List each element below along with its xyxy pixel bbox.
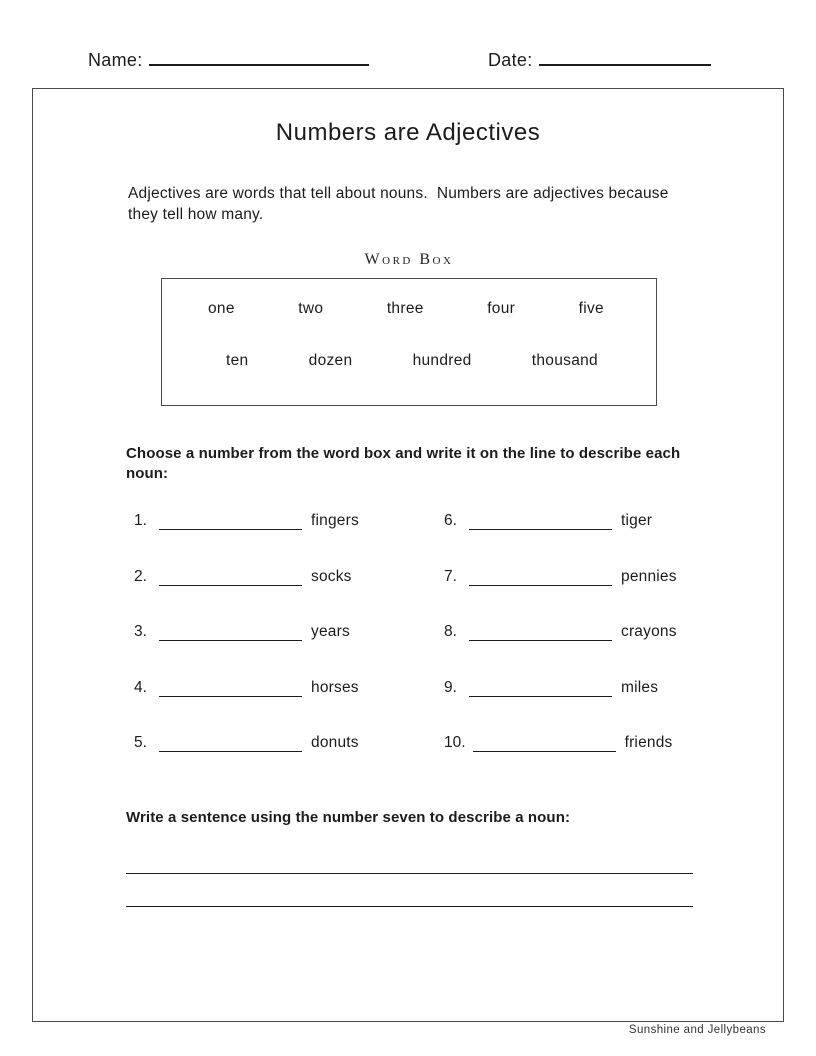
intro-paragraph: Adjectives are words that tell about nouns. Numbers are adjectives because they tell how many. [128, 185, 674, 223]
item-number: 10. [444, 734, 466, 751]
item-noun: fingers [311, 512, 359, 529]
answer-blank-line [469, 510, 612, 530]
word-box-word: dozen [308, 352, 353, 369]
item-number: 5. [134, 734, 147, 751]
answer-blank-line [469, 566, 612, 586]
list-item [444, 676, 754, 697]
item-noun: pennies [621, 567, 677, 585]
fill-in-instruction: Choose a number from the word box and write it on the line to describe each noun: [126, 445, 681, 482]
word-box-word: ten [226, 352, 249, 369]
list-item [134, 509, 444, 530]
item-number: 2. [134, 567, 147, 585]
name-blank-line [149, 48, 369, 66]
item-noun: socks [311, 567, 352, 585]
sentence-instruction: Write a sentence using the number seven to describe a noun: [126, 809, 571, 826]
answer-blank-line [469, 621, 612, 641]
list-item [134, 676, 444, 697]
list-item [444, 731, 754, 752]
word-box-word: hundred [412, 352, 472, 369]
item-number: 7. [444, 567, 457, 585]
name-label: Name: [88, 50, 143, 70]
item-noun: miles [621, 678, 659, 696]
list-item [444, 620, 754, 641]
item-number: 6. [444, 512, 457, 529]
word-box [161, 278, 657, 406]
item-noun: friends [624, 734, 673, 751]
fill-in-list [134, 509, 754, 787]
answer-blank-line [159, 510, 302, 530]
sentence-writing-line [126, 873, 693, 874]
list-item [444, 509, 754, 530]
list-item [134, 620, 444, 641]
word-box-word: two [298, 300, 324, 317]
item-number: 8. [444, 623, 457, 640]
page-title: Numbers are Adjectives [275, 119, 541, 146]
word-box-word: one [208, 300, 235, 317]
item-noun: years [311, 623, 350, 640]
list-item [134, 565, 444, 586]
word-box-word: thousand [531, 352, 598, 369]
word-box-label: Word Box [364, 251, 454, 268]
sentence-writing-line [126, 906, 693, 907]
answer-blank-line [469, 677, 612, 697]
date-blank-line [539, 48, 711, 66]
list-item [134, 731, 444, 752]
date-label: Date: [488, 50, 533, 70]
answer-blank-line [159, 677, 302, 697]
word-box-row [162, 352, 656, 370]
item-noun: donuts [311, 734, 359, 751]
item-noun: crayons [621, 623, 677, 640]
item-noun: horses [311, 678, 359, 696]
fill-in-column-right [444, 509, 754, 787]
item-number: 9. [444, 678, 457, 696]
item-number: 4. [134, 678, 147, 696]
item-noun: tiger [621, 512, 653, 529]
answer-blank-line [159, 566, 302, 586]
date-field [488, 48, 711, 71]
word-box-word: five [578, 300, 604, 317]
item-number: 1. [134, 512, 147, 529]
word-box-word: three [386, 300, 424, 317]
answer-blank-line [159, 732, 302, 752]
word-box-row [162, 300, 656, 318]
item-number: 3. [134, 623, 147, 640]
answer-blank-line [159, 621, 302, 641]
list-item [444, 565, 754, 586]
answer-blank-line [473, 732, 616, 752]
word-box-word: four [487, 300, 516, 317]
name-field [88, 48, 369, 71]
publisher-credit: Sunshine and Jellybeans [628, 1024, 766, 1036]
worksheet-border-box [32, 88, 784, 1022]
fill-in-column-left [134, 509, 444, 787]
